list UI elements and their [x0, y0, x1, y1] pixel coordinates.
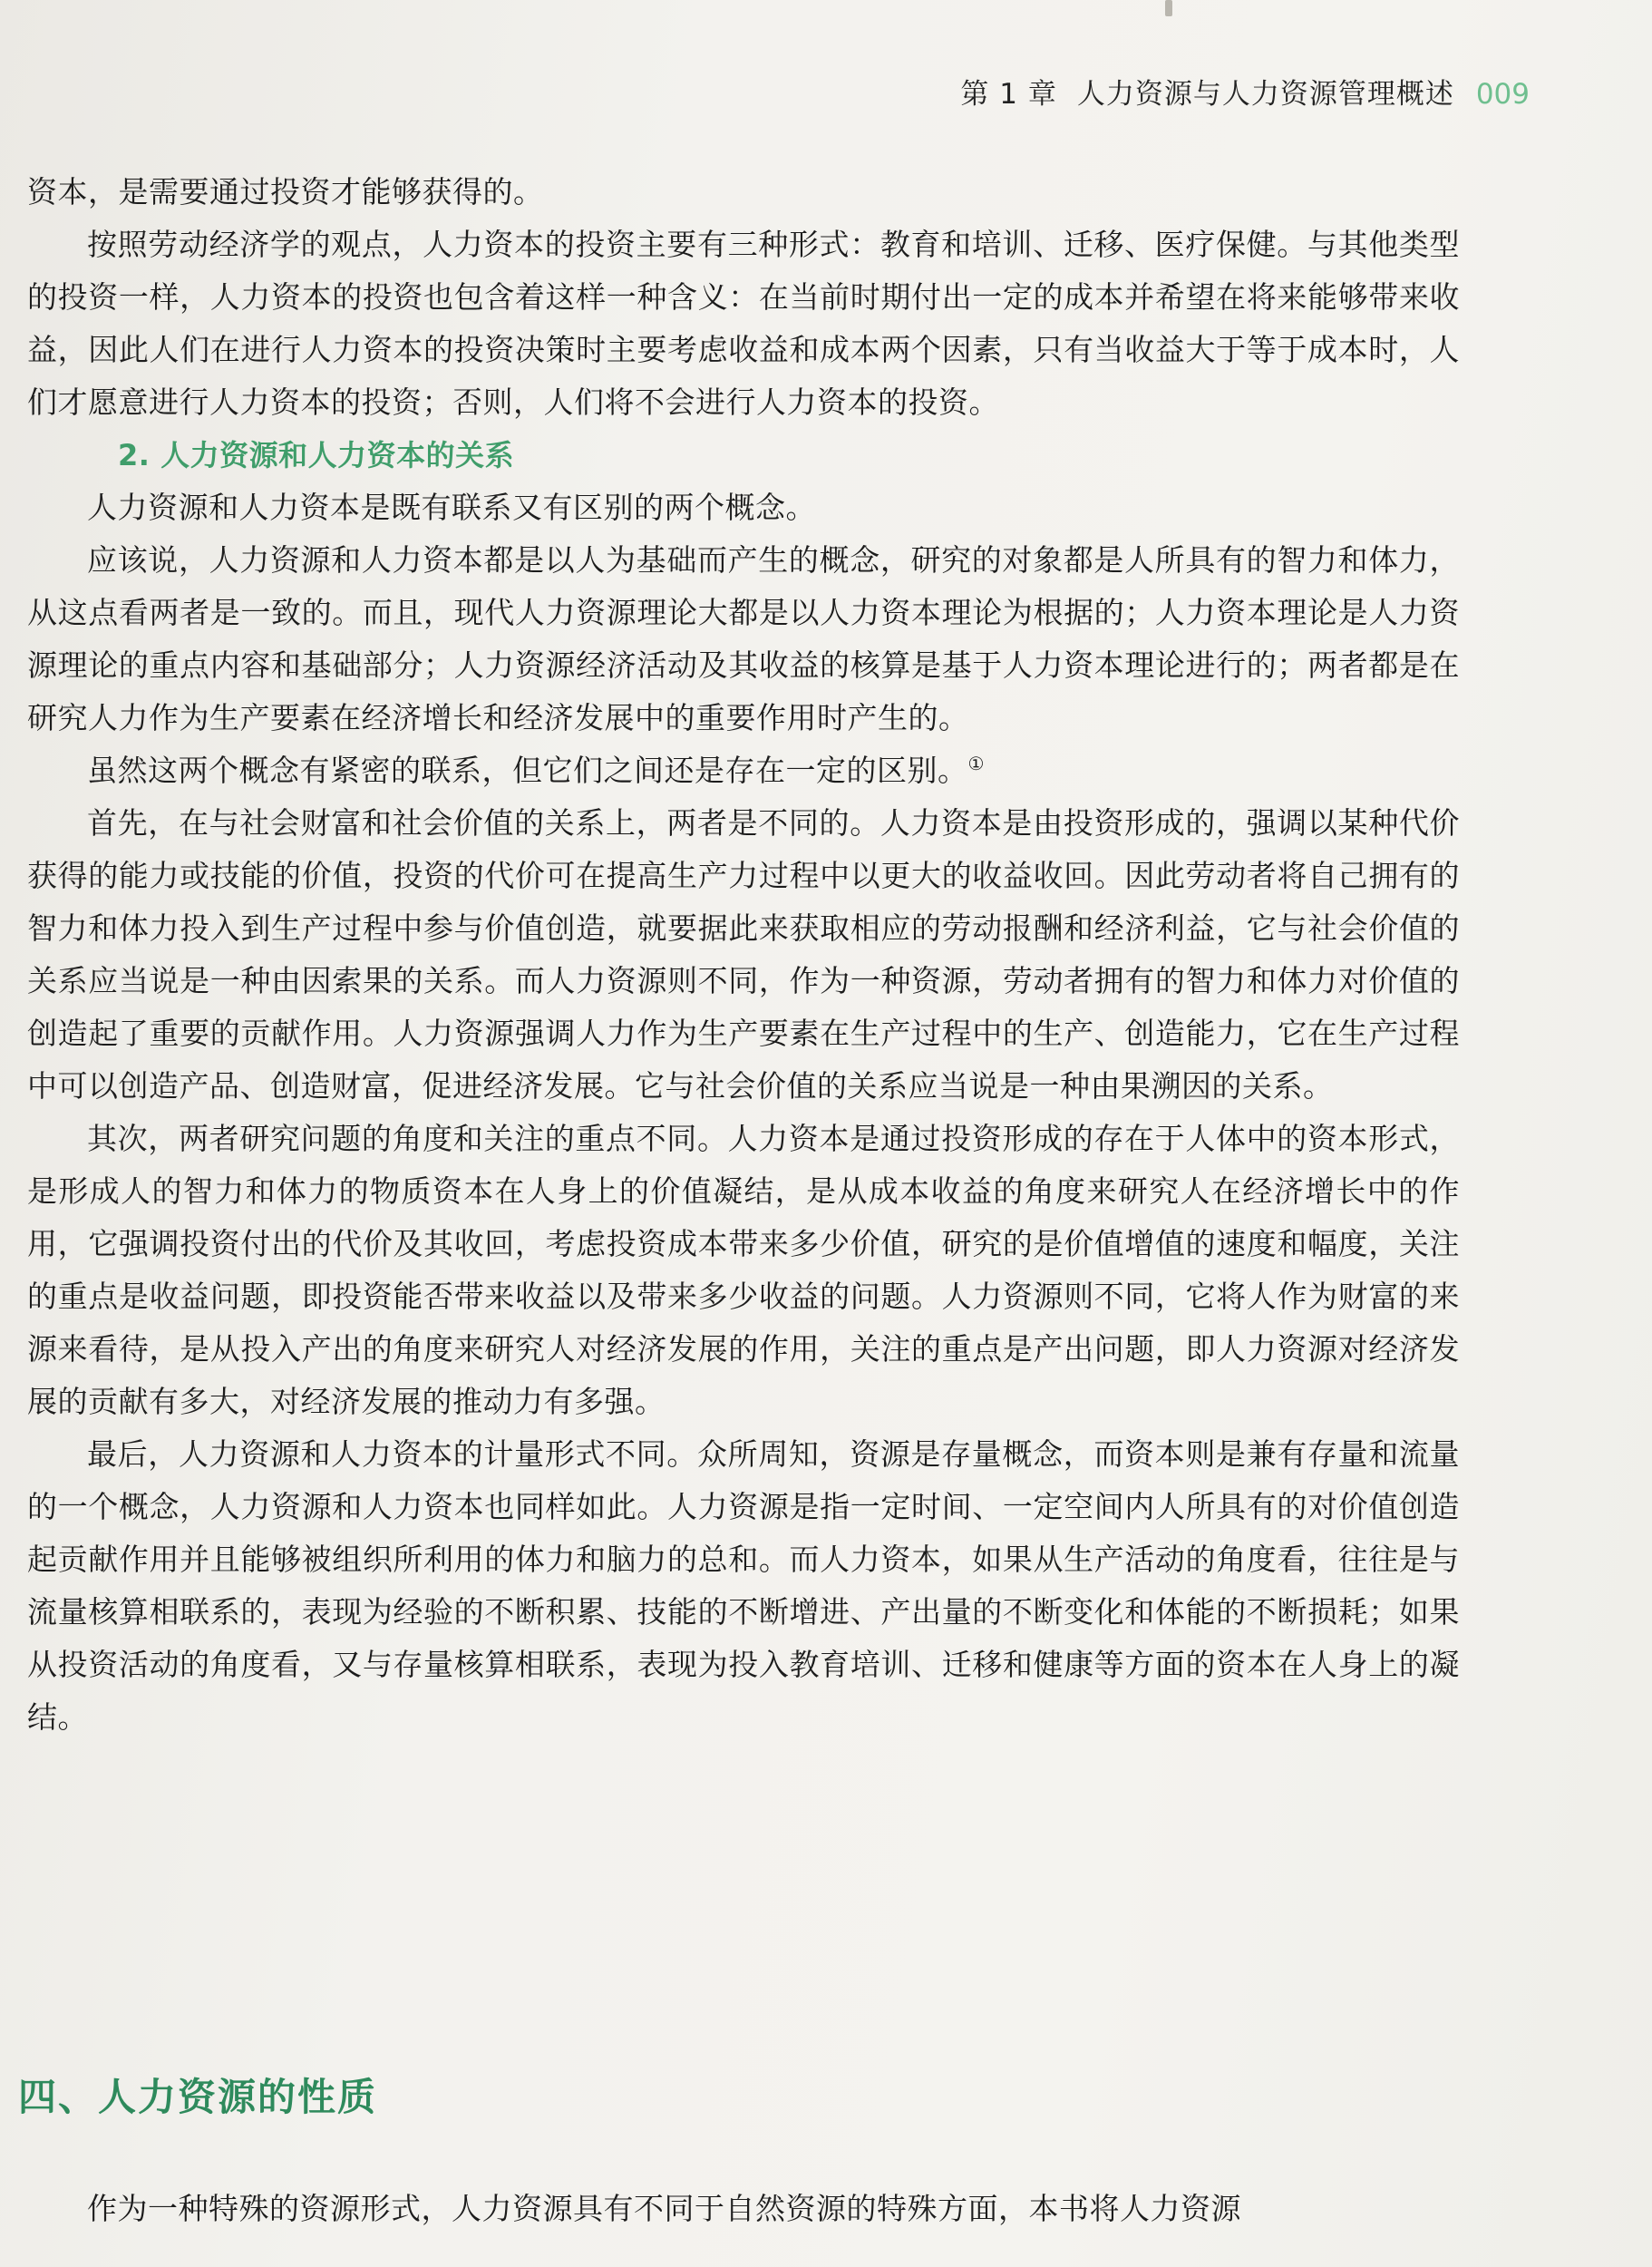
- section-heading: 四、人力资源的性质: [18, 2075, 378, 2119]
- footnote-marker[interactable]: ①: [967, 753, 985, 774]
- paragraph: 应该说，人力资源和人力资本都是以人为基础而产生的概念，研究的对象都是人所具有的智力和体力，从这点看两者是一致的。而且，现代人力资源理论大都是以人力资本理论为根据的；人力资本理论是人力资源理论的重点内容和基础部分；人力资源经济活动及其收益的核算是基于人力资本理论进行的；两者都是在研究人力作为生产要素在经济增长和经济发展中的重要作用时产生的。: [27, 542, 1460, 735]
- paragraph-with-footnote: [27, 744, 1460, 797]
- paragraph: 资本，是需要通过投资才能够获得的。: [27, 174, 544, 209]
- paragraph: 其次，两者研究问题的角度和关注的重点不同。人力资本是通过投资形成的存在于人体中的资本形式，是形成人的智力和体力的物质资本在人身上的价值凝结，是从成本收益的角度来研究人在经济增长中的作用，它强调投资付出的代价及其收回，考虑投资成本带来多少价值，研究的是价值增值的速度和幅度，关注的重点是收益问题，即投资能否带来收益以及带来多少收益的问题。人力资源则不同，它将人作为财富的来源来看待，是从投入产出的角度来研究人对经济发展的作用，关注的重点是产出问题，即人力资源对经济发展的贡献有多大，对经济发展的推动力有多强。: [27, 1121, 1460, 1419]
- body-text: [27, 166, 1460, 1744]
- running-header: [960, 71, 1530, 112]
- tail-text: [27, 2183, 1460, 2235]
- page-number: 009: [1475, 78, 1530, 111]
- chapter-title: 人力资源与人力资源管理概述: [1076, 78, 1454, 111]
- paragraph: 首先，在与社会财富和社会价值的关系上，两者是不同的。人力资本是由投资形成的，强调以某种代价获得的能力或技能的价值，投资的代价可在提高生产力过程中以更大的收益收回。因此劳动者将自己拥有的智力和体力投入到生产过程中参与价值创造，就要据此来获取相应的劳动报酬和经济利益，它与社会价值的关系应当说是一种由因索果的关系。而人力资源则不同，作为一种资源，劳动者拥有的智力和体力对价值的创造起了重要的贡献作用。人力资源强调人力作为生产要素在生产过程中的生产、创造能力，它在生产过程中可以创造产品、创造财富，促进经济发展。它与社会价值的关系应当说是一种由果溯因的关系。: [27, 805, 1460, 1104]
- binding-mark: [1165, 0, 1172, 16]
- chapter-number: 第 1 章: [960, 78, 1057, 111]
- paragraph: 最后，人力资源和人力资本的计量形式不同。众所周知，资源是存量概念，而资本则是兼有存量和流量的一个概念，人力资源和人力资本也同样如此。人力资源是指一定时间、一定空间内人所具有的对价值创造起贡献作用并且能够被组织所利用的体力和脑力的总和。而人力资本，如果从生产活动的角度看，往往是与流量核算相联系的，表现为经验的不断积累、技能的不断增进、产出量的不断变化和体能的不断损耗；如果从投资活动的角度看，又与存量核算相联系，表现为投入教育培训、迁移和健康等方面的资本在人身上的凝结。: [27, 1436, 1460, 1735]
- paragraph-text: 虽然这两个概念有紧密的联系，但它们之间还是存在一定的区别。: [87, 753, 968, 788]
- subsection-heading: 2. 人力资源和人力资本的关系: [118, 438, 515, 472]
- paragraph: 人力资源和人力资本是既有联系又有区别的两个概念。: [87, 490, 816, 525]
- paragraph: 作为一种特殊的资源形式，人力资源具有不同于自然资源的特殊方面，本书将人力资源: [87, 2191, 1241, 2226]
- paragraph: 按照劳动经济学的观点，人力资本的投资主要有三种形式：教育和培训、迁移、医疗保健。与其他类型的投资一样，人力资本的投资也包含着这样一种含义：在当前时期付出一定的成本并希望在将来能够带来收益，因此人们在进行人力资本的投资决策时主要考虑收益和成本两个因素，只有当收益大于等于成本时，人们才愿意进行人力资本的投资；否则，人们将不会进行人力资本的投资。: [27, 227, 1460, 420]
